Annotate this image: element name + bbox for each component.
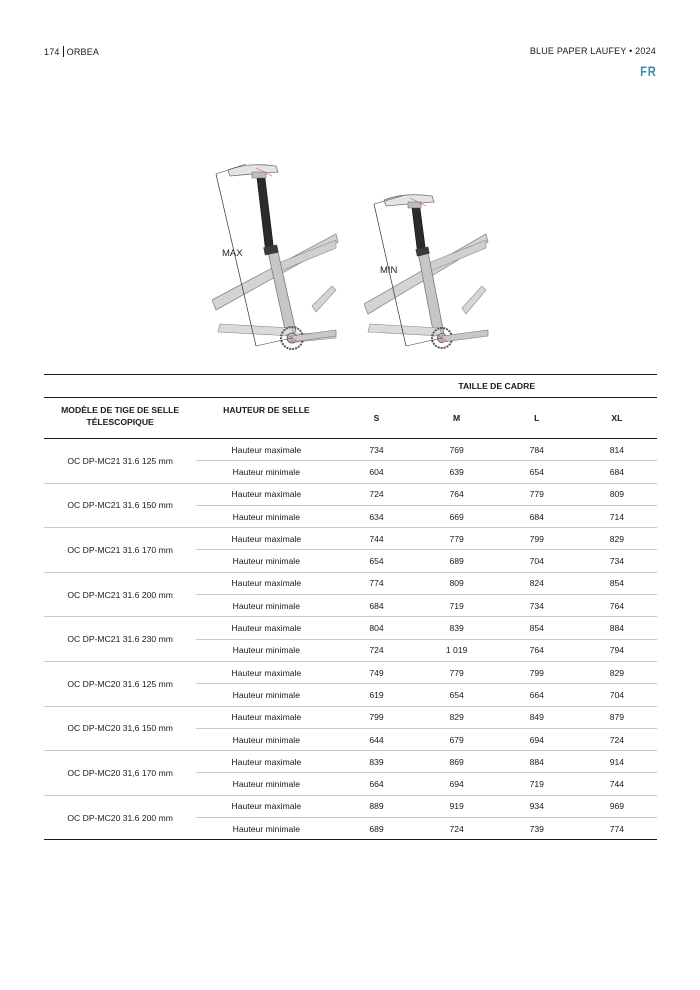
size-value-cell: 799 — [497, 661, 577, 683]
column-header-size-m: M — [417, 398, 497, 439]
size-value-cell: 839 — [417, 617, 497, 639]
size-value-cell: 779 — [417, 528, 497, 550]
size-value-cell: 644 — [336, 728, 416, 750]
language-tag: FR — [640, 63, 657, 79]
size-value-cell: 804 — [336, 617, 416, 639]
size-value-cell: 704 — [577, 684, 657, 706]
size-value-cell: 799 — [497, 528, 577, 550]
size-value-cell: 764 — [417, 483, 497, 505]
min-height-label: MIN — [380, 265, 398, 276]
size-value-cell: 889 — [336, 795, 416, 817]
min-height-row-label: Hauteur minimale — [196, 639, 336, 661]
table-row — [44, 439, 657, 461]
seatpost-size-table — [44, 374, 657, 840]
table-row — [44, 528, 657, 550]
page-header-left — [44, 46, 99, 57]
size-value-cell: 669 — [417, 505, 497, 527]
column-header-size-l: L — [497, 398, 577, 439]
size-value-cell: 744 — [577, 773, 657, 795]
size-value-cell: 694 — [497, 728, 577, 750]
size-value-cell: 654 — [497, 461, 577, 483]
size-value-cell: 604 — [336, 461, 416, 483]
size-value-cell: 734 — [497, 595, 577, 617]
min-height-row-label: Hauteur minimale — [196, 684, 336, 706]
size-value-cell: 724 — [336, 639, 416, 661]
seatpost-model-cell: OC DP-MC21 31.6 150 mm — [44, 483, 196, 528]
seatpost-min-diagram — [364, 188, 492, 352]
table-row — [44, 751, 657, 773]
size-value-cell: 854 — [577, 572, 657, 594]
size-value-cell: 914 — [577, 751, 657, 773]
size-value-cell: 829 — [577, 661, 657, 683]
size-value-cell: 829 — [577, 528, 657, 550]
page-number: 174 — [44, 46, 60, 57]
brand-name: ORBEA — [66, 46, 100, 57]
size-value-cell: 664 — [336, 773, 416, 795]
size-value-cell: 684 — [497, 505, 577, 527]
size-value-cell: 849 — [497, 706, 577, 728]
column-header-size-s: S — [336, 398, 416, 439]
size-value-cell: 724 — [336, 483, 416, 505]
size-value-cell: 749 — [336, 661, 416, 683]
size-value-cell: 724 — [577, 728, 657, 750]
header-separator — [63, 46, 64, 57]
size-value-cell: 734 — [577, 550, 657, 572]
min-height-row-label: Hauteur minimale — [196, 550, 336, 572]
min-height-row-label: Hauteur minimale — [196, 818, 336, 840]
column-header-saddle-height: HAUTEUR DE SELLE — [196, 398, 336, 439]
seatpost-max-diagram — [212, 156, 342, 352]
max-height-row-label: Hauteur maximale — [196, 483, 336, 505]
max-height-row-label: Hauteur maximale — [196, 439, 336, 461]
size-value-cell: 764 — [577, 595, 657, 617]
min-height-row-label: Hauteur minimale — [196, 595, 336, 617]
seatpost-model-cell: OC DP-MC21 31.6 125 mm — [44, 439, 196, 484]
size-value-cell: 654 — [336, 550, 416, 572]
column-header-size-xl: XL — [577, 398, 657, 439]
table-row — [44, 572, 657, 594]
max-height-row-label: Hauteur maximale — [196, 617, 336, 639]
max-height-row-label: Hauteur maximale — [196, 661, 336, 683]
size-value-cell: 854 — [497, 617, 577, 639]
size-value-cell: 824 — [497, 572, 577, 594]
size-value-cell: 764 — [497, 639, 577, 661]
size-value-cell: 1 019 — [417, 639, 497, 661]
max-height-row-label: Hauteur maximale — [196, 706, 336, 728]
max-height-row-label: Hauteur maximale — [196, 572, 336, 594]
size-value-cell: 794 — [577, 639, 657, 661]
size-value-cell: 734 — [336, 439, 416, 461]
table-group-header-row — [44, 375, 657, 398]
size-value-cell: 704 — [497, 550, 577, 572]
size-value-cell: 829 — [417, 706, 497, 728]
size-value-cell: 639 — [417, 461, 497, 483]
size-value-cell: 724 — [417, 818, 497, 840]
min-height-row-label: Hauteur minimale — [196, 728, 336, 750]
size-value-cell: 799 — [336, 706, 416, 728]
size-value-cell: 839 — [336, 751, 416, 773]
size-value-cell: 684 — [336, 595, 416, 617]
size-value-cell: 814 — [577, 439, 657, 461]
size-value-cell: 774 — [577, 818, 657, 840]
table-body — [44, 439, 657, 840]
size-value-cell: 779 — [497, 483, 577, 505]
size-value-cell: 784 — [497, 439, 577, 461]
size-value-cell: 679 — [417, 728, 497, 750]
seatpost-model-cell: OC DP-MC21 31.6 170 mm — [44, 528, 196, 573]
size-value-cell: 634 — [336, 505, 416, 527]
seatpost-model-cell: OC DP-MC21 31.6 200 mm — [44, 572, 196, 617]
size-value-cell: 774 — [336, 572, 416, 594]
size-value-cell: 619 — [336, 684, 416, 706]
size-value-cell: 969 — [577, 795, 657, 817]
size-value-cell: 879 — [577, 706, 657, 728]
max-height-row-label: Hauteur maximale — [196, 528, 336, 550]
table-row — [44, 483, 657, 505]
table-row — [44, 617, 657, 639]
table-column-header-row — [44, 398, 657, 439]
size-value-cell: 684 — [577, 461, 657, 483]
size-value-cell: 689 — [417, 550, 497, 572]
size-value-cell: 769 — [417, 439, 497, 461]
column-header-model: MODÈLE DE TIGE DE SELLE TÉLESCOPIQUE — [44, 398, 196, 439]
seatpost-model-cell: OC DP-MC20 31,6 170 mm — [44, 751, 196, 796]
seatpost-model-cell: OC DP-MC20 31.6 125 mm — [44, 661, 196, 706]
frame-size-group-header: TAILLE DE CADRE — [336, 375, 657, 398]
size-value-cell: 654 — [417, 684, 497, 706]
size-value-cell: 934 — [497, 795, 577, 817]
size-value-cell: 694 — [417, 773, 497, 795]
size-value-cell: 884 — [577, 617, 657, 639]
seatpost-model-cell: OC DP-MC20 31,6 150 mm — [44, 706, 196, 751]
seatpost-model-cell: OC DP-MC20 31.6 200 mm — [44, 795, 196, 840]
size-value-cell: 714 — [577, 505, 657, 527]
size-value-cell: 884 — [497, 751, 577, 773]
max-height-label: MAX — [222, 248, 243, 259]
size-value-cell: 809 — [577, 483, 657, 505]
min-height-row-label: Hauteur minimale — [196, 773, 336, 795]
document-title: BLUE PAPER LAUFEY • 2024 — [529, 46, 656, 56]
size-value-cell: 809 — [417, 572, 497, 594]
table-row — [44, 795, 657, 817]
max-height-row-label: Hauteur maximale — [196, 751, 336, 773]
size-value-cell: 919 — [417, 795, 497, 817]
size-value-cell: 744 — [336, 528, 416, 550]
size-value-cell: 719 — [417, 595, 497, 617]
size-value-cell: 689 — [336, 818, 416, 840]
size-value-cell: 719 — [497, 773, 577, 795]
seatpost-model-cell: OC DP-MC21 31.6 230 mm — [44, 617, 196, 662]
size-value-cell: 739 — [497, 818, 577, 840]
size-value-cell: 779 — [417, 661, 497, 683]
size-value-cell: 664 — [497, 684, 577, 706]
table-row — [44, 661, 657, 683]
table-row — [44, 706, 657, 728]
max-height-row-label: Hauteur maximale — [196, 795, 336, 817]
size-value-cell: 869 — [417, 751, 497, 773]
min-height-row-label: Hauteur minimale — [196, 505, 336, 527]
min-height-row-label: Hauteur minimale — [196, 461, 336, 483]
